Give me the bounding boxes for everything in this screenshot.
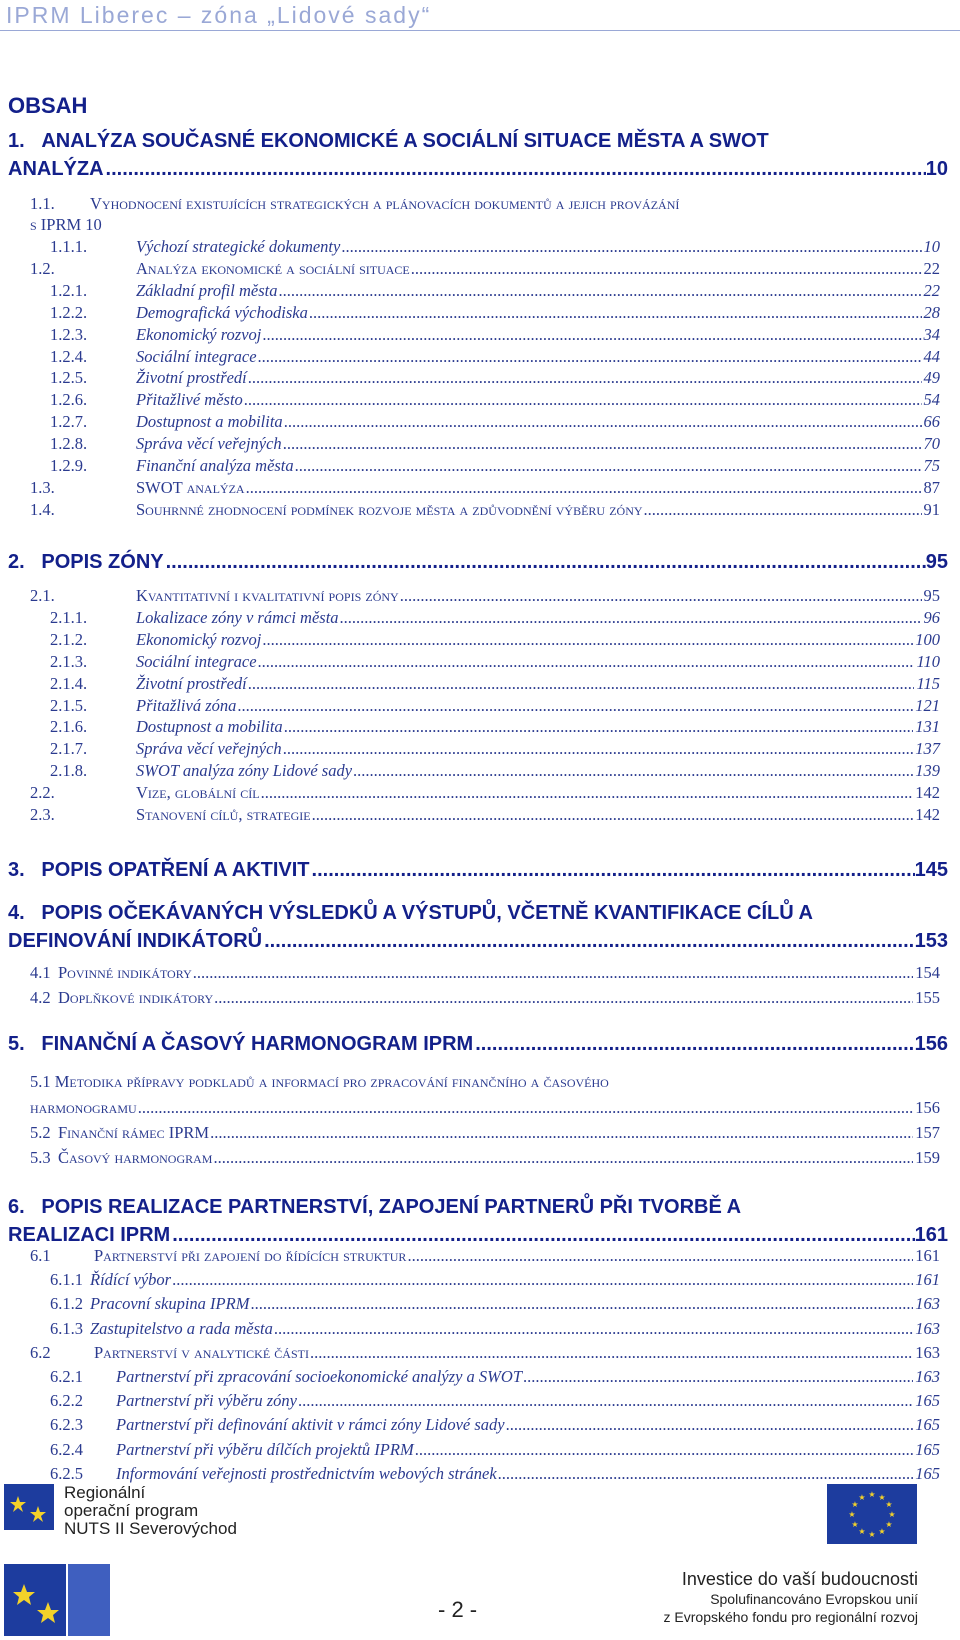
entry-number: 6.2.3 — [50, 1415, 83, 1435]
entry-text: Doplňkové indikátory — [58, 988, 214, 1007]
toc-entry[interactable] — [30, 1342, 940, 1363]
entry-page: 66 — [923, 412, 940, 432]
toc-entry[interactable] — [50, 673, 940, 694]
toc-entry[interactable] — [50, 1269, 940, 1290]
chapter-title-cont: DEFINOVÁNÍ INDIKÁTORŮ — [8, 930, 263, 952]
entry-text: Analýza ekonomické a sociální situace — [136, 258, 410, 278]
entry-text: Souhrnné zhodnocení podmínek rozvoje města a zdůvodnění výběru zóny — [136, 499, 643, 519]
toc-chapter-3[interactable] — [8, 856, 948, 884]
entry-number: 1.4. — [30, 499, 55, 519]
toc-entry[interactable] — [30, 1147, 940, 1168]
leader-dots — [400, 585, 922, 606]
entry-text: Výchozí strategické dokumenty — [136, 237, 341, 256]
entry-text: SWOT analýza zóny Lidové sady — [136, 761, 353, 781]
entry-page: 163 — [915, 1342, 940, 1362]
toc-entry[interactable] — [50, 324, 940, 345]
entry-text: Partnerství při zapojení do řídících struktur — [94, 1246, 407, 1265]
leader-dots — [284, 716, 914, 737]
toc-entry[interactable] — [50, 629, 940, 650]
toc-entry[interactable] — [50, 695, 940, 716]
entry-number: 2.1.7. — [50, 739, 88, 759]
toc-entry[interactable] — [30, 987, 940, 1008]
entry-number: 6.1.2 — [50, 1294, 83, 1314]
entry-text: Řídící výbor — [90, 1270, 172, 1290]
toc-chapter-1[interactable] — [8, 127, 948, 183]
leader-dots — [193, 962, 914, 983]
entry-page: 156 — [915, 1098, 940, 1117]
toc-entry[interactable] — [50, 346, 940, 367]
entry-number: 4.1 — [30, 963, 51, 982]
leader-dots — [341, 236, 921, 257]
entry-number: 2.1.1. — [50, 607, 88, 627]
entry-number: 1.2.8. — [50, 434, 88, 454]
entry-text: Partnerství při výběru zóny — [116, 1391, 298, 1411]
leader-dots — [407, 1245, 913, 1266]
entry-number: 2.1.5. — [50, 695, 88, 715]
entry-number: 1.1. — [30, 194, 55, 213]
leader-dots — [244, 389, 922, 410]
toc-entry[interactable] — [50, 433, 940, 454]
svg-text:★: ★ — [848, 1510, 856, 1519]
entry-text: Sociální integrace — [136, 651, 257, 671]
leader-dots — [237, 695, 913, 716]
toc-entry[interactable] — [30, 258, 940, 279]
svg-text:★: ★ — [885, 1500, 893, 1509]
toc-entry[interactable] — [50, 367, 940, 388]
entry-text: Stanovení cílů, strategie — [136, 805, 311, 824]
entry-page: 100 — [915, 629, 940, 649]
leader-dots — [411, 258, 922, 279]
entry-number: 6.2.4 — [50, 1439, 83, 1459]
entry-page: 10 — [923, 237, 940, 256]
entry-number: 2.3. — [30, 805, 55, 824]
entry-page: 142 — [915, 805, 940, 824]
entry-text: Zastupitelstvo a rada města — [90, 1318, 273, 1338]
leader-dots — [262, 324, 921, 345]
entry-number: 2.1.3. — [50, 651, 88, 671]
leader-dots — [283, 738, 914, 759]
eu-flag-icon — [827, 1484, 917, 1544]
entry-number: 2.1.6. — [50, 717, 88, 737]
entry-number: 1.2.6. — [50, 390, 88, 410]
entry-text: Časový harmonogram — [58, 1148, 213, 1167]
entry-text: Dostupnost a mobilita — [136, 412, 283, 432]
chapter-page: 156 — [914, 1033, 948, 1055]
chapter-title: POPIS OČEKÁVANÝCH VÝSLEDKŮ A VÝSTUPŮ, VČETNĚ KVANTIFIKACE CÍLŮ A — [41, 902, 813, 924]
leader-dots — [172, 1269, 913, 1290]
chapter-title: ANALÝZA SOUČASNÉ EKONOMICKÉ A SOCIÁLNÍ SITUACE MĚSTA A SWOT — [41, 130, 769, 152]
leader-dots — [274, 1318, 913, 1339]
entry-text: Vyhodnocení existujících strategických a plánovacích dokumentů a jejich provázání — [90, 194, 680, 213]
toc-entry[interactable] — [50, 455, 940, 476]
leader-dots — [248, 673, 915, 694]
leader-dots — [353, 760, 913, 781]
toc-entry[interactable] — [50, 716, 940, 737]
eu-stars-icon — [4, 1564, 110, 1636]
entry-text: Partnerství při zpracování socioekonomické analýzy a SWOT — [116, 1367, 523, 1386]
entry-page: 22 — [923, 258, 940, 278]
entry-number: 1.2.5. — [50, 368, 88, 388]
toc-entry[interactable] — [50, 280, 940, 301]
entry-page: 75 — [923, 456, 940, 475]
entry-number: 2.1.2. — [50, 629, 88, 649]
chapter-page: 10 — [925, 158, 948, 180]
leader-dots — [415, 1439, 914, 1460]
entry-page: 163 — [915, 1318, 940, 1338]
toc-entry[interactable] — [50, 1414, 940, 1435]
chapter-page: 95 — [925, 551, 948, 573]
entry-text: Informování veřejnosti prostřednictvím webových stránek — [116, 1463, 497, 1483]
entry-text: Ekonomický rozvoj — [136, 324, 262, 344]
svg-text:★: ★ — [878, 1493, 886, 1502]
svg-text:★: ★ — [858, 1527, 866, 1536]
entry-number: 6.2.5 — [50, 1463, 83, 1483]
entry-page: 137 — [915, 739, 940, 759]
leader-dots — [309, 302, 922, 323]
leader-dots — [214, 987, 913, 1008]
eu-funding-note — [664, 1568, 918, 1626]
entry-page: 49 — [923, 368, 940, 388]
leader-dots — [312, 856, 915, 884]
toc-entry-5-1-cont[interactable] — [30, 1097, 940, 1118]
entry-text: Finanční rámec IPRM — [58, 1123, 210, 1142]
entry-number: 5.2 — [30, 1123, 51, 1142]
toc-entry[interactable] — [50, 1390, 940, 1411]
toc-chapter-4[interactable] — [8, 899, 948, 955]
svg-text:★: ★ — [888, 1510, 896, 1519]
chapter-number: 6. — [8, 1196, 25, 1218]
entry-text: Demografická východiska — [136, 302, 308, 322]
entry-text: Partnerství v analytické části — [94, 1342, 309, 1362]
entry-page: 22 — [923, 280, 940, 300]
chapter-title: POPIS REALIZACE PARTNERSTVÍ, ZAPOJENÍ PARTNERŮ PŘI TVORBĚ A — [41, 1196, 742, 1218]
leader-dots — [298, 1390, 913, 1411]
entry-number: 1.2.2. — [50, 302, 88, 322]
svg-text:★: ★ — [858, 1493, 866, 1502]
entry-page: 115 — [916, 673, 940, 693]
entry-number: 1.3. — [30, 477, 55, 497]
entry-number: 6.2 — [30, 1342, 51, 1362]
chapter-page: 161 — [914, 1224, 948, 1246]
entry-page: 165 — [915, 1415, 940, 1435]
leader-dots — [250, 1293, 913, 1314]
leader-dots — [475, 1030, 914, 1058]
chapter-number: 4. — [8, 902, 25, 924]
toc-entry[interactable] — [50, 1293, 940, 1314]
header-rule — [0, 30, 960, 31]
leader-dots — [644, 499, 922, 520]
toc-entry[interactable] — [50, 651, 940, 672]
entry-page: 161 — [915, 1246, 940, 1265]
entry-text: Ekonomický rozvoj — [136, 629, 262, 649]
entry-page: 96 — [923, 607, 940, 627]
entry-page: 163 — [915, 1294, 940, 1314]
rop-line-2: operační program — [64, 1501, 199, 1520]
entry-page: 165 — [915, 1439, 940, 1459]
leader-dots — [210, 1122, 913, 1143]
entry-page: 54 — [923, 390, 940, 410]
chapter-page: 153 — [914, 930, 948, 952]
toc-entry[interactable] — [50, 236, 940, 257]
toc-chapter-5[interactable] — [8, 1030, 948, 1058]
entry-page: 163 — [915, 1367, 940, 1386]
entry-text: SWOT analýza — [136, 477, 245, 497]
entry-number: 6.1.1 — [50, 1270, 83, 1290]
entry-number: 5.1 — [30, 1072, 51, 1091]
toc-entry[interactable] — [50, 389, 940, 410]
svg-text:★: ★ — [885, 1520, 893, 1529]
entry-number: 5.3 — [30, 1148, 51, 1167]
entry-page: 139 — [915, 761, 940, 781]
toc-entry[interactable] — [50, 607, 940, 628]
entry-number: 1.2.7. — [50, 412, 88, 432]
toc-entry[interactable] — [30, 585, 940, 606]
entry-page: 142 — [915, 783, 940, 803]
chapter-page: 145 — [914, 859, 948, 881]
chapter-title: FINANČNÍ A ČASOVÝ HARMONOGRAM IPRM — [41, 1033, 474, 1055]
leader-dots — [498, 1463, 914, 1484]
entry-text: Správa věcí veřejných — [136, 434, 282, 454]
leader-dots — [283, 433, 922, 454]
entry-page: 131 — [915, 717, 940, 737]
entry-text: Sociální integrace — [136, 346, 257, 366]
entry-number: 1.2.9. — [50, 456, 88, 475]
toc-entry[interactable] — [30, 477, 940, 498]
invest-line-3: z Evropského fondu pro regionální rozvoj — [663, 1609, 918, 1625]
entry-page: 121 — [915, 695, 940, 715]
leader-dots — [166, 548, 926, 576]
leader-dots — [310, 1342, 913, 1363]
leader-dots — [295, 455, 922, 476]
toc-entry[interactable] — [50, 760, 940, 781]
chapter-title: POPIS OPATŘENÍ A AKTIVIT — [41, 859, 310, 881]
entry-page: 165 — [915, 1391, 940, 1411]
entry-page: 70 — [923, 434, 940, 454]
entry-text: Přitažlivá zóna — [136, 695, 237, 715]
svg-text:★: ★ — [878, 1527, 886, 1536]
entry-text: Životní prostředí — [136, 673, 247, 693]
entry-page: 28 — [923, 302, 940, 322]
entry-text: Základní profil města — [136, 280, 278, 300]
entry-number: 6.2.2 — [50, 1391, 83, 1411]
entry-text: Metodika přípravy podkladů a informací pro zpracování finančního a časového — [54, 1072, 609, 1091]
leader-dots — [106, 155, 926, 183]
leader-dots — [246, 477, 922, 498]
entry-text: Kvantitativní i kvalitativní popis zóny — [136, 586, 399, 605]
leader-dots — [312, 804, 914, 825]
entry-page: 91 — [923, 499, 940, 519]
leader-dots — [213, 1147, 913, 1168]
entry-page: 154 — [915, 963, 940, 982]
chapter-title-cont: REALIZACI IPRM — [8, 1224, 171, 1246]
entry-number: 2.1.4. — [50, 673, 88, 693]
entry-text: Vize, globální cíl — [136, 783, 260, 803]
chapter-number: 5. — [8, 1033, 25, 1055]
entry-number: 6.2.1 — [50, 1367, 83, 1386]
toc-entry[interactable] — [50, 738, 940, 759]
entry-text: Povinné indikátory — [58, 963, 192, 982]
rop-text — [64, 1484, 237, 1538]
svg-text:★: ★ — [851, 1520, 859, 1529]
leader-dots — [138, 1097, 914, 1118]
toc-entry[interactable] — [30, 499, 940, 520]
leader-dots — [258, 651, 915, 672]
entry-text-cont: harmonogramu — [30, 1098, 137, 1117]
entry-page: 110 — [916, 651, 940, 671]
svg-text:★: ★ — [868, 1490, 876, 1499]
toc-entry[interactable] — [50, 1366, 940, 1387]
page-number: - 2 - — [438, 1597, 478, 1622]
toc-entry-5-1[interactable] — [30, 1071, 940, 1092]
toc-entry[interactable] — [50, 302, 940, 323]
leader-dots — [506, 1414, 914, 1435]
entry-number: 4.2 — [30, 988, 51, 1007]
toc-chapter-6[interactable] — [8, 1193, 948, 1249]
entry-number: 1.1.1. — [50, 237, 88, 256]
toc-chapter-2[interactable] — [8, 548, 948, 576]
leader-dots — [262, 629, 913, 650]
entry-text: Pracovní skupina IPRM — [90, 1294, 250, 1314]
toc-entry-1-1[interactable] — [30, 193, 940, 214]
invest-line-1: Investice do vaší budoucnosti — [681, 1569, 918, 1589]
entry-page: 87 — [923, 477, 940, 497]
toc-entry-1-1-cont[interactable] — [30, 214, 940, 235]
page-header — [0, 0, 960, 34]
eu-stars-icon — [4, 1484, 54, 1530]
invest-line-2: Spolufinancováno Evropskou unií — [710, 1591, 918, 1607]
entry-page: 165 — [915, 1463, 940, 1483]
chapter-number: 1. — [8, 130, 25, 152]
entry-page: 155 — [915, 988, 940, 1007]
leader-dots — [248, 367, 922, 388]
entry-number: 2.2. — [30, 783, 55, 803]
entry-number: 1.2.3. — [50, 324, 88, 344]
toc-title: OBSAH — [8, 93, 88, 118]
chapter-title-cont: ANALÝZA — [8, 158, 104, 180]
entry-number: 6.1 — [30, 1246, 51, 1265]
rop-line-3: NUTS II Severovýchod — [64, 1519, 237, 1538]
leader-dots — [264, 927, 915, 955]
entry-text: Partnerství při definování aktivit v rámci zóny Lidové sady — [116, 1415, 505, 1435]
entry-text: Správa věcí veřejných — [136, 739, 282, 759]
toc-entry[interactable] — [30, 804, 940, 825]
leader-dots — [278, 280, 921, 301]
toc-entry[interactable] — [50, 411, 940, 432]
toc-entry[interactable] — [30, 962, 940, 983]
entry-number: 6.1.3 — [50, 1318, 83, 1338]
entry-text: Finanční analýza města — [136, 456, 294, 475]
entry-text: Dostupnost a mobilita — [136, 717, 283, 737]
toc-entry[interactable] — [50, 1318, 940, 1339]
header-title: IPRM Liberec – zóna „Lidové sady“ — [6, 2, 432, 28]
leader-dots — [284, 411, 922, 432]
entry-number: 1.2. — [30, 258, 55, 278]
entry-page: 161 — [915, 1270, 940, 1290]
chapter-title: POPIS ZÓNY — [41, 551, 164, 573]
chapter-number: 2. — [8, 551, 25, 573]
entry-text: Životní prostředí — [136, 368, 247, 388]
toc-entry[interactable] — [30, 782, 940, 803]
entry-text: Lokalizace zóny v rámci města — [136, 607, 339, 627]
svg-text:★: ★ — [868, 1530, 876, 1539]
leader-dots — [340, 607, 922, 628]
entry-text-cont: s IPRM 10 — [30, 215, 102, 234]
toc-entry[interactable] — [30, 1122, 940, 1143]
svg-text:★: ★ — [851, 1500, 859, 1509]
entry-text: Přitažlivé město — [136, 390, 243, 410]
entry-number: 2.1. — [30, 586, 55, 605]
entry-number: 1.2.1. — [50, 280, 88, 300]
rop-logo — [4, 1480, 264, 1640]
entry-number: 1.2.4. — [50, 346, 88, 366]
entry-page: 157 — [915, 1123, 940, 1142]
leader-dots — [258, 346, 922, 367]
leader-dots — [523, 1366, 913, 1387]
entry-page: 159 — [915, 1148, 940, 1167]
rop-line-1: Regionální — [64, 1483, 146, 1502]
leader-dots — [261, 782, 914, 803]
toc-entry[interactable] — [50, 1439, 940, 1460]
chapter-number: 3. — [8, 859, 25, 881]
entry-number: 2.1.8. — [50, 761, 88, 781]
toc-entry[interactable] — [30, 1245, 940, 1266]
entry-page: 34 — [923, 324, 940, 344]
entry-page: 95 — [923, 586, 940, 605]
entry-text: Partnerství při výběru dílčích projektů IPRM — [116, 1439, 414, 1459]
entry-page: 44 — [923, 346, 940, 366]
